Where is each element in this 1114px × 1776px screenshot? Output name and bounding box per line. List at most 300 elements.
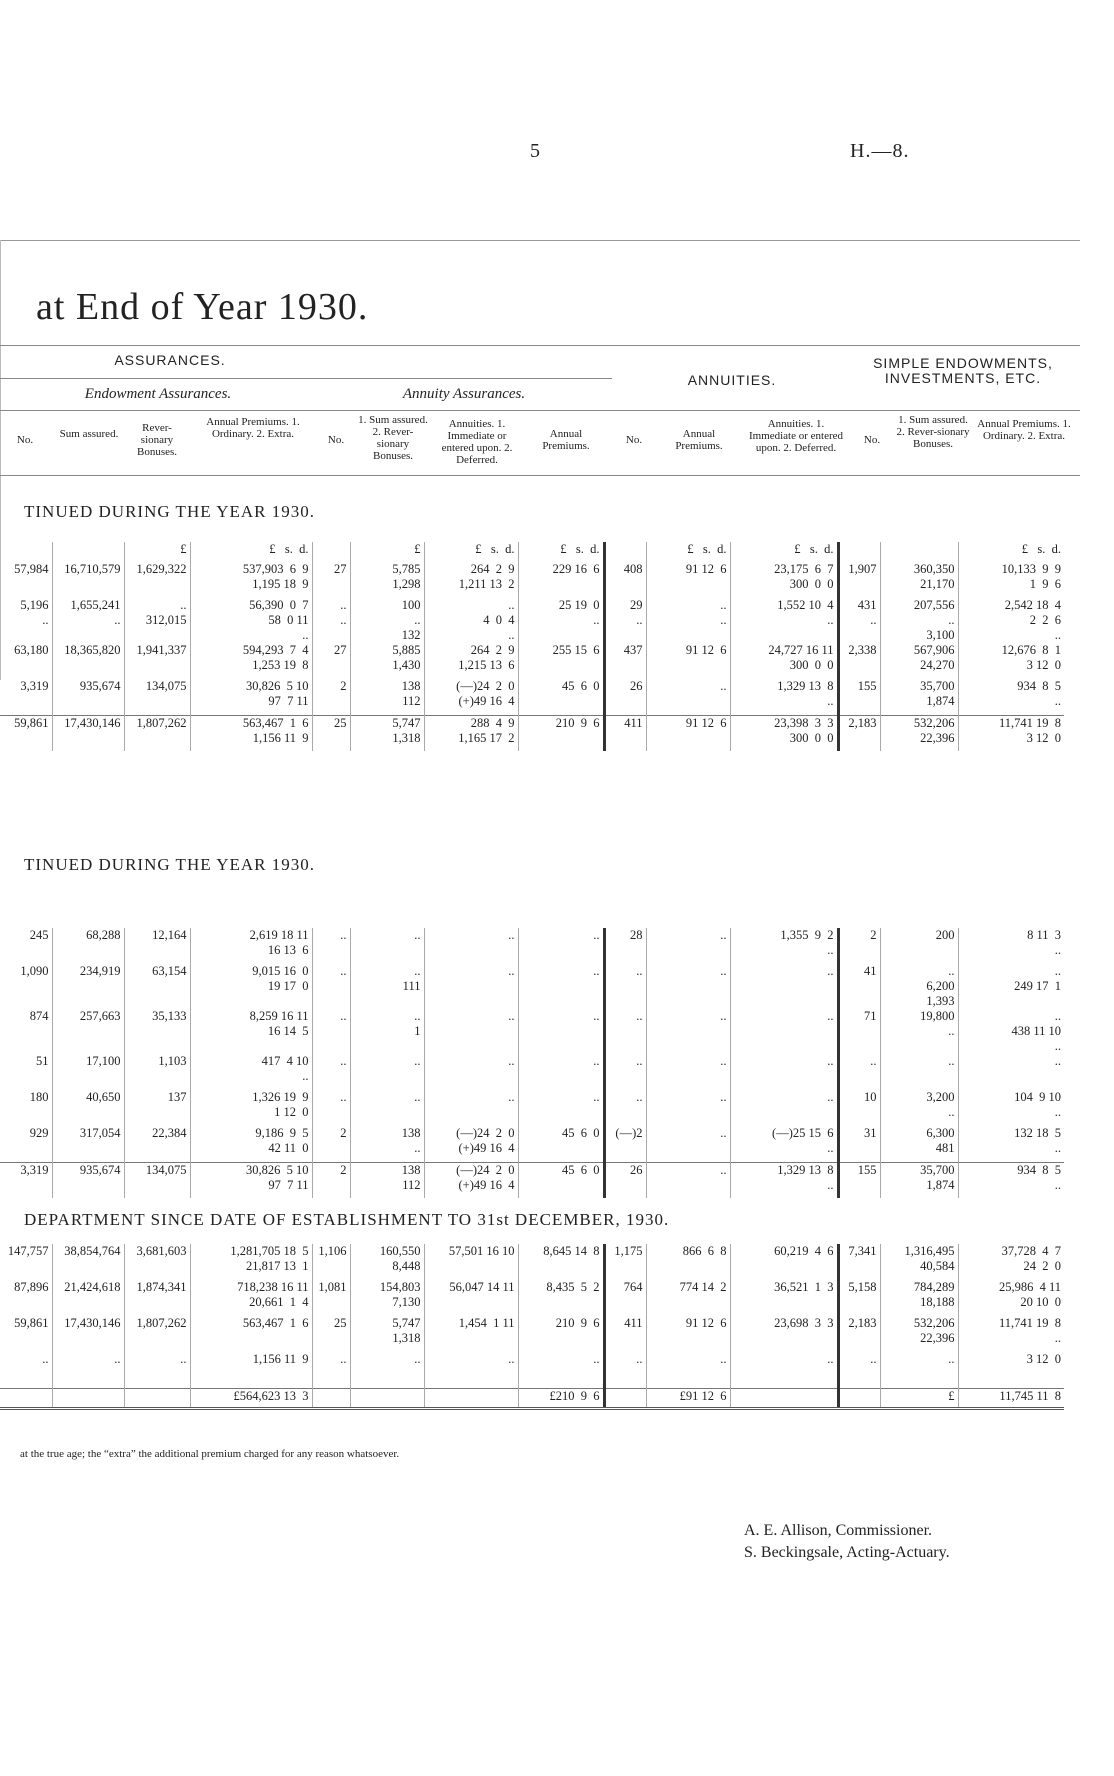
table-cell: 68,288 [52,928,124,964]
table-cell: 56,390 0 7 58 0 11 .. [190,598,312,643]
table-row [0,1054,1064,1090]
table-cell: 1,326 19 9 1 12 0 [190,1090,312,1126]
table-cell: 935,674 [52,679,124,715]
table-cell: 2,338 [838,643,880,679]
table-cell [0,1388,52,1408]
table-cell: 25 [312,1316,350,1352]
table-cell: 8,645 14 8 [518,1244,604,1280]
table-cell: 25 [312,715,350,751]
table-cell [604,542,646,562]
table-cell: 27 [312,562,350,598]
table-cell: 3 12 0 [958,1352,1064,1388]
table-cell: 774 14 2 [646,1280,730,1316]
table-cell: 1,655,241 .. [52,598,124,643]
table-cell: .. 1 [350,1009,424,1054]
table-cell: .. [312,964,350,1009]
table-cell: 1,454 1 11 [424,1316,518,1352]
table-cell: 934 8 5 .. [958,679,1064,715]
table-cell: 1,807,262 [124,1316,190,1352]
table-cell: £ s. d. [730,542,838,562]
table-cell: 229 16 6 [518,562,604,598]
table-cell: 19,800 .. [880,1009,958,1054]
table-cell: 5,196 .. [20,598,49,627]
table-cell: .. [646,964,730,1009]
table-cell: 437 [604,643,646,679]
col-header-reversionary-bonuses: Rever-sionary Bonuses. [136,422,178,458]
table-cell: .. [838,1352,880,1388]
table-cell: .. 6,200 1,393 [880,964,958,1009]
table-cell: 132 18 5 .. [958,1126,1064,1162]
table-cell: 5,785 1,298 [350,562,424,598]
table-cell: 718,238 16 11 20,661 1 4 [190,1280,312,1316]
col-header-no: No. [16,434,34,446]
table-cell: 91 12 6 [646,643,730,679]
table-cell [124,1388,190,1408]
table-cell: 36,521 1 3 [730,1280,838,1316]
table-row [0,928,1064,964]
table-cell: 25,986 4 11 20 10 0 [958,1280,1064,1316]
table-cell: 26 [604,679,646,715]
table-cell: 12,676 8 1 3 12 0 [958,643,1064,679]
table-cell: 23,698 3 3 [730,1316,838,1352]
table-cell: 104 9 10 .. [958,1090,1064,1126]
table-cell: 3,200 .. [880,1090,958,1126]
page-number: 5 [530,140,540,162]
table-cell: 210 9 6 [518,715,604,751]
table-cell: 100 .. 132 [350,598,424,643]
table-cell: 137 [124,1090,190,1126]
table-cell: 91 12 6 [646,1316,730,1352]
table-cell: 25 19 0 .. [518,598,604,643]
table-cell: 2,183 [838,1316,880,1352]
group-assurances: ASSURANCES. [114,352,226,368]
table-cell: 3,681,603 [124,1244,190,1280]
table-cell [838,1388,880,1408]
table-cell: 11,741 19 8 3 12 0 [958,715,1064,751]
table-cell: 1,329 13 8 .. [730,1162,838,1198]
col-header-annual-premiums-3: Annual Premiums. [675,428,723,452]
table-cell: (—)24 2 0 (+)49 16 4 [424,1162,518,1198]
table-cell: 134,075 [124,679,190,715]
table-cell: 1,175 [604,1244,646,1280]
col-header-sum-bonuses: 1. Sum assured. 2. Rever-sionary Bonuses. [358,414,428,462]
table-cell: 1,281,705 18 5 21,817 13 1 [190,1244,312,1280]
table-cell: 2 [312,1126,350,1162]
table-cell: 17,430,146 [52,1316,124,1352]
table-cell: .. .. [312,598,350,643]
table-cell: 17,100 [52,1054,124,1090]
table-cell: £564,623 13 3 [190,1388,312,1408]
table-cell: 8 11 3 .. [958,928,1064,964]
table-cell: .. [518,964,604,1009]
table-cell: .. [124,1352,190,1388]
table-cell: .. [312,1009,350,1054]
table-cell: .. [518,1009,604,1054]
table-cell: 35,700 1,874 [880,1162,958,1198]
col-header-sum-assured: Sum assured. [59,428,119,440]
table-cell: 134,075 [124,1162,190,1198]
table-cell: .. [646,1126,730,1162]
table-cell: 1,807,262 [124,715,190,751]
section-3-table [0,1244,1064,1410]
table-cell: 5,885 1,430 [350,643,424,679]
assurances-group-rule [0,378,612,379]
col-header-annuities-2: Annuities. 1. Immediate or entered upon. 2. Deferred. [748,418,844,454]
table-row [0,1090,1064,1126]
table-cell: .. [518,1352,604,1388]
table-cell: 3,319 [0,1162,52,1198]
table-cell [604,1388,646,1408]
table-cell: 11,741 19 8 .. [958,1316,1064,1352]
table-cell: 257,663 [52,1009,124,1054]
table-cell: .. 249 17 1 [958,964,1064,1009]
table-row [0,964,1064,1009]
table-cell: 563,467 1 6 [190,1316,312,1352]
footnote: at the true age; the “extra” the additional premium charged for any reason whatsoever. [20,1448,400,1460]
totals-row [0,1388,1064,1408]
table-cell: 207,556 .. 3,100 [880,598,958,643]
table-cell: £ s. d. [424,542,518,562]
table-cell: 40,650 [52,1090,124,1126]
table-cell: 866 6 8 [646,1244,730,1280]
col-header-sum-bonuses-2: 1. Sum assured. 2. Rever-sionary Bonuses. [896,414,970,450]
table-row [0,1244,1064,1280]
table-cell: .. [424,1352,518,1388]
table-cell: 38,854,764 [52,1244,124,1280]
table-cell: 10,133 9 9 1 9 6 [958,562,1064,598]
table-cell: 563,467 1 6 1,156 11 9 [190,715,312,751]
table-row [0,1162,1064,1198]
table-cell: 417 4 10 .. [190,1054,312,1090]
table-cell: 210 9 6 [518,1316,604,1352]
table-cell: 431 .. [838,598,880,643]
table-cell: 1,329 13 8 .. [730,679,838,715]
table-cell [312,1388,350,1408]
table-cell: 5,747 1,318 [350,1316,424,1352]
table-cell: (—)24 2 0 (+)49 16 4 [424,679,518,715]
table-cell: 45 6 0 [518,1126,604,1162]
section-1-table [0,542,1064,751]
table-cell: 91 12 6 [646,562,730,598]
table-cell: 138 112 [350,1162,424,1198]
table-cell: 17,430,146 [52,715,124,751]
table-cell: 784,289 18,188 [880,1280,958,1316]
document-reference: H.—8. [850,140,910,162]
table-cell: .. [880,1352,958,1388]
table-cell: £ [124,542,190,562]
page-title: at End of Year 1930. [36,286,369,328]
table-cell: 138 112 [350,679,424,715]
group-annuities: ANNUITIES. [687,372,777,388]
table-cell: 1,316,495 40,584 [880,1244,958,1280]
table-cell: 8,259 16 11 16 14 5 [190,1009,312,1054]
table-cell: 30,826 5 10 97 7 11 [190,1162,312,1198]
col-header-no-3: No. [625,434,643,446]
table-row [0,1316,1064,1352]
table-cell: 18,365,820 [52,643,124,679]
table-cell: (—)25 15 6 .. [730,1126,838,1162]
table-cell: 532,206 22,396 [880,715,958,751]
table-cell: 1,874,341 [124,1280,190,1316]
section-2-table [0,928,1064,1198]
table-cell [730,1388,838,1408]
table-cell: 87,896 [14,1280,49,1294]
table-cell: 764 [604,1280,646,1316]
table-cell: .. [646,1352,730,1388]
col-header-annuities: Annuities. 1. Immediate or entered upon. 2. Deferred. [441,418,513,466]
table-cell: .. [880,1054,958,1090]
units-row [0,542,1064,562]
table-cell: 16,710,579 [52,562,124,598]
table-cell: 3,319 [20,679,49,693]
table-cell: .. [350,1054,424,1090]
table-cell: .. [646,928,730,964]
table-cell: 51 [36,1054,49,1068]
table-row [0,679,1064,715]
table-cell: 2,619 18 11 16 13 6 [190,928,312,964]
table-cell: £ s. d. [646,542,730,562]
table-cell: 12,164 [124,928,190,964]
table-cell: 29 .. [604,598,646,643]
table-row [0,1352,1064,1388]
table-cell: 56,047 14 11 [424,1280,518,1316]
table-cell: 6,300 481 [880,1126,958,1162]
col-header-annual-premiums: Annual Premiums. 1. Ordinary. 2. Extra. [206,416,300,440]
table-cell: 234,919 [52,964,124,1009]
table-cell: 35,133 [124,1009,190,1054]
table-row [0,1009,1064,1054]
table-cell: 929 [29,1126,49,1140]
section-2-heading: TINUED DURING THE YEAR 1930. [24,855,316,874]
section-3-date: 31st DECEMBER, 1930. [477,1210,670,1229]
table-cell: .. [646,1090,730,1126]
table-cell: 45 6 0 [518,1162,604,1198]
table-cell: 60,219 4 6 [730,1244,838,1280]
table-cell: 28 [604,928,646,964]
table-cell: .. [730,964,838,1009]
table-cell: £91 12 6 [646,1388,730,1408]
table-cell: .. [730,1054,838,1090]
table-cell: .. [730,1009,838,1054]
table-cell: .. [42,1352,49,1366]
table-cell: 1,355 9 2 .. [730,928,838,964]
table-cell: 155 [838,679,880,715]
table-cell: 180 [29,1090,49,1104]
table-cell: 1,106 [312,1244,350,1280]
subgroup-rule [0,410,1080,411]
table-cell: 35,700 1,874 [880,679,958,715]
table-row [0,643,1064,679]
table-cell: .. 4 0 4 .. [424,598,518,643]
table-cell [52,1388,124,1408]
table-cell: 155 [838,1162,880,1198]
table-cell: 30,826 5 10 97 7 11 [190,679,312,715]
table-cell: 63,154 [124,964,190,1009]
table-row [0,1126,1064,1162]
table-cell: .. [424,1054,518,1090]
table-cell: 59,861 [14,1316,49,1330]
table-cell: 22,384 [124,1126,190,1162]
table-cell: 567,906 24,270 [880,643,958,679]
table-cell: 2,542 18 4 2 2 6 .. [958,598,1064,643]
table-cell: .. [312,1352,350,1388]
table-cell: £ s. d. [958,542,1064,562]
table-cell: .. [518,928,604,964]
table-cell: 57,984 [14,562,49,576]
table-cell: 411 [604,1316,646,1352]
table-cell: .. [350,928,424,964]
table-cell: 1,907 [838,562,880,598]
table-cell: 41 [838,964,880,1009]
table-cell: 874 [29,1009,49,1023]
table-cell: 532,206 22,396 [880,1316,958,1352]
table-cell: .. [604,1352,646,1388]
table-cell: 57,501 16 10 [424,1244,518,1280]
table-cell: £ [350,542,424,562]
table-row [0,562,1064,598]
table-cell: .. [730,1090,838,1126]
table-cell: 138 .. [350,1126,424,1162]
table-cell: £ s. d. [190,542,312,562]
table-cell [350,1388,424,1408]
table-cell: 408 [604,562,646,598]
table-cell: 24,727 16 11 300 0 0 [730,643,838,679]
section-2-year: 1930. [271,855,316,874]
table-cell: 264 2 9 1,211 13 2 [424,562,518,598]
table-cell: 26 [604,1162,646,1198]
table-cell: (—)2 [604,1126,646,1162]
table-cell: 45 6 0 [518,679,604,715]
table-cell: 154,803 7,130 [350,1280,424,1316]
table-cell: .. [646,1162,730,1198]
section-1-year: 1930. [271,502,316,521]
section-1-heading: TINUED DURING THE YEAR 1930. [24,502,316,521]
table-cell: 2 [312,1162,350,1198]
table-cell: .. [958,1054,1064,1090]
table-cell: 1,090 [20,964,49,978]
table-cell: .. 312,015 [124,598,190,643]
table-cell: .. [838,1054,880,1090]
table-cell: .. [52,1352,124,1388]
table-cell: 59,861 [0,715,52,751]
table-cell: 2 [312,679,350,715]
table-cell: 360,350 21,170 [880,562,958,598]
table-cell: .. [604,1090,646,1126]
table-row [0,598,1064,643]
table-cell: 31 [838,1126,880,1162]
table-cell: .. [730,1352,838,1388]
table-cell: 288 4 9 1,165 17 2 [424,715,518,751]
table-cell: .. [350,1090,424,1126]
signature-actuary: S. Beckingsale, Acting-Actuary. [744,1544,950,1561]
col-header-annual-premiums-4: Annual Premiums. 1. Ordinary. 2. Extra. [977,418,1071,442]
table-cell: £ s. d. [518,542,604,562]
table-cell: 1,156 11 9 [190,1352,312,1388]
table-cell: .. [424,1009,518,1054]
table-cell: 27 [312,643,350,679]
table-cell: (—)24 2 0 (+)49 16 4 [424,1126,518,1162]
table-cell: .. [518,1054,604,1090]
table-cell: 147,757 [7,1244,49,1258]
table-cell [312,542,350,562]
col-header-no-4: No. [863,434,881,446]
table-cell: .. [518,1090,604,1126]
table-cell: 245 [29,928,49,942]
table-cell: 1,081 [312,1280,350,1316]
table-cell: .. [312,928,350,964]
table-cell: £210 9 6 [518,1388,604,1408]
table-cell: 200 [880,928,958,964]
table-cell: .. [424,928,518,964]
table-cell: 7,341 [838,1244,880,1280]
table-cell: 537,903 6 9 1,195 18 9 [190,562,312,598]
table-cell: 11,745 11 8 [958,1388,1064,1408]
table-cell: .. [312,1090,350,1126]
group-endowment-assurances: Endowment Assurances. [84,386,232,402]
table-row [0,1280,1064,1316]
table-cell: .. [604,964,646,1009]
table-cell: .. 438 11 10 .. [958,1009,1064,1054]
section-3-heading: DEPARTMENT SINCE DATE OF ESTABLISHMENT TO 31st DECEMBER, 1930. [24,1210,670,1229]
col-header-annual-premiums-2: Annual Premiums. [542,428,590,452]
table-cell: 160,550 8,448 [350,1244,424,1280]
table-cell [0,542,52,562]
table-cell: 411 [604,715,646,751]
table-cell: 594,293 7 4 1,253 19 8 [190,643,312,679]
table-cell: 935,674 [52,1162,124,1198]
frame-top-border [0,240,1080,241]
table-cell: 5,747 1,318 [350,715,424,751]
table-cell: 1,103 [124,1054,190,1090]
table-cell: 5,158 [838,1280,880,1316]
table-cell: .. [604,1009,646,1054]
table-cell: 1,629,322 [124,562,190,598]
table-cell: 1,941,337 [124,643,190,679]
table-cell [838,542,880,562]
table-cell: 9,015 16 0 19 17 0 [190,964,312,1009]
table-cell: .. [312,1054,350,1090]
table-cell: 23,175 6 7 300 0 0 [730,562,838,598]
header-bottom-rule [0,475,1080,476]
table-cell [52,542,124,562]
table-cell: .. [424,1090,518,1126]
header-top-rule [0,345,1080,346]
table-cell: 9,186 9 5 42 11 0 [190,1126,312,1162]
table-cell: 63,180 [14,643,49,657]
table-cell: 255 15 6 [518,643,604,679]
table-cell: .. [604,1054,646,1090]
table-cell: £ [880,1388,958,1408]
table-cell: .. 111 [350,964,424,1009]
table-cell: 91 12 6 [646,715,730,751]
table-cell: 934 8 5 .. [958,1162,1064,1198]
table-cell: .. [646,1054,730,1090]
col-header-no-2: No. [327,434,345,446]
table-cell: 10 [838,1090,880,1126]
table-cell [880,542,958,562]
table-cell: .. .. [646,598,730,643]
table-cell: .. [350,1352,424,1388]
signature-commissioner: A. E. Allison, Commissioner. [744,1522,933,1539]
table-cell: 2,183 [838,715,880,751]
table-cell: 8,435 5 2 [518,1280,604,1316]
table-cell: 264 2 9 1,215 13 6 [424,643,518,679]
table-cell: 71 [838,1009,880,1054]
table-cell: 1,552 10 4 .. [730,598,838,643]
table-cell: .. [646,1009,730,1054]
table-cell: .. [646,679,730,715]
table-cell: 2 [838,928,880,964]
